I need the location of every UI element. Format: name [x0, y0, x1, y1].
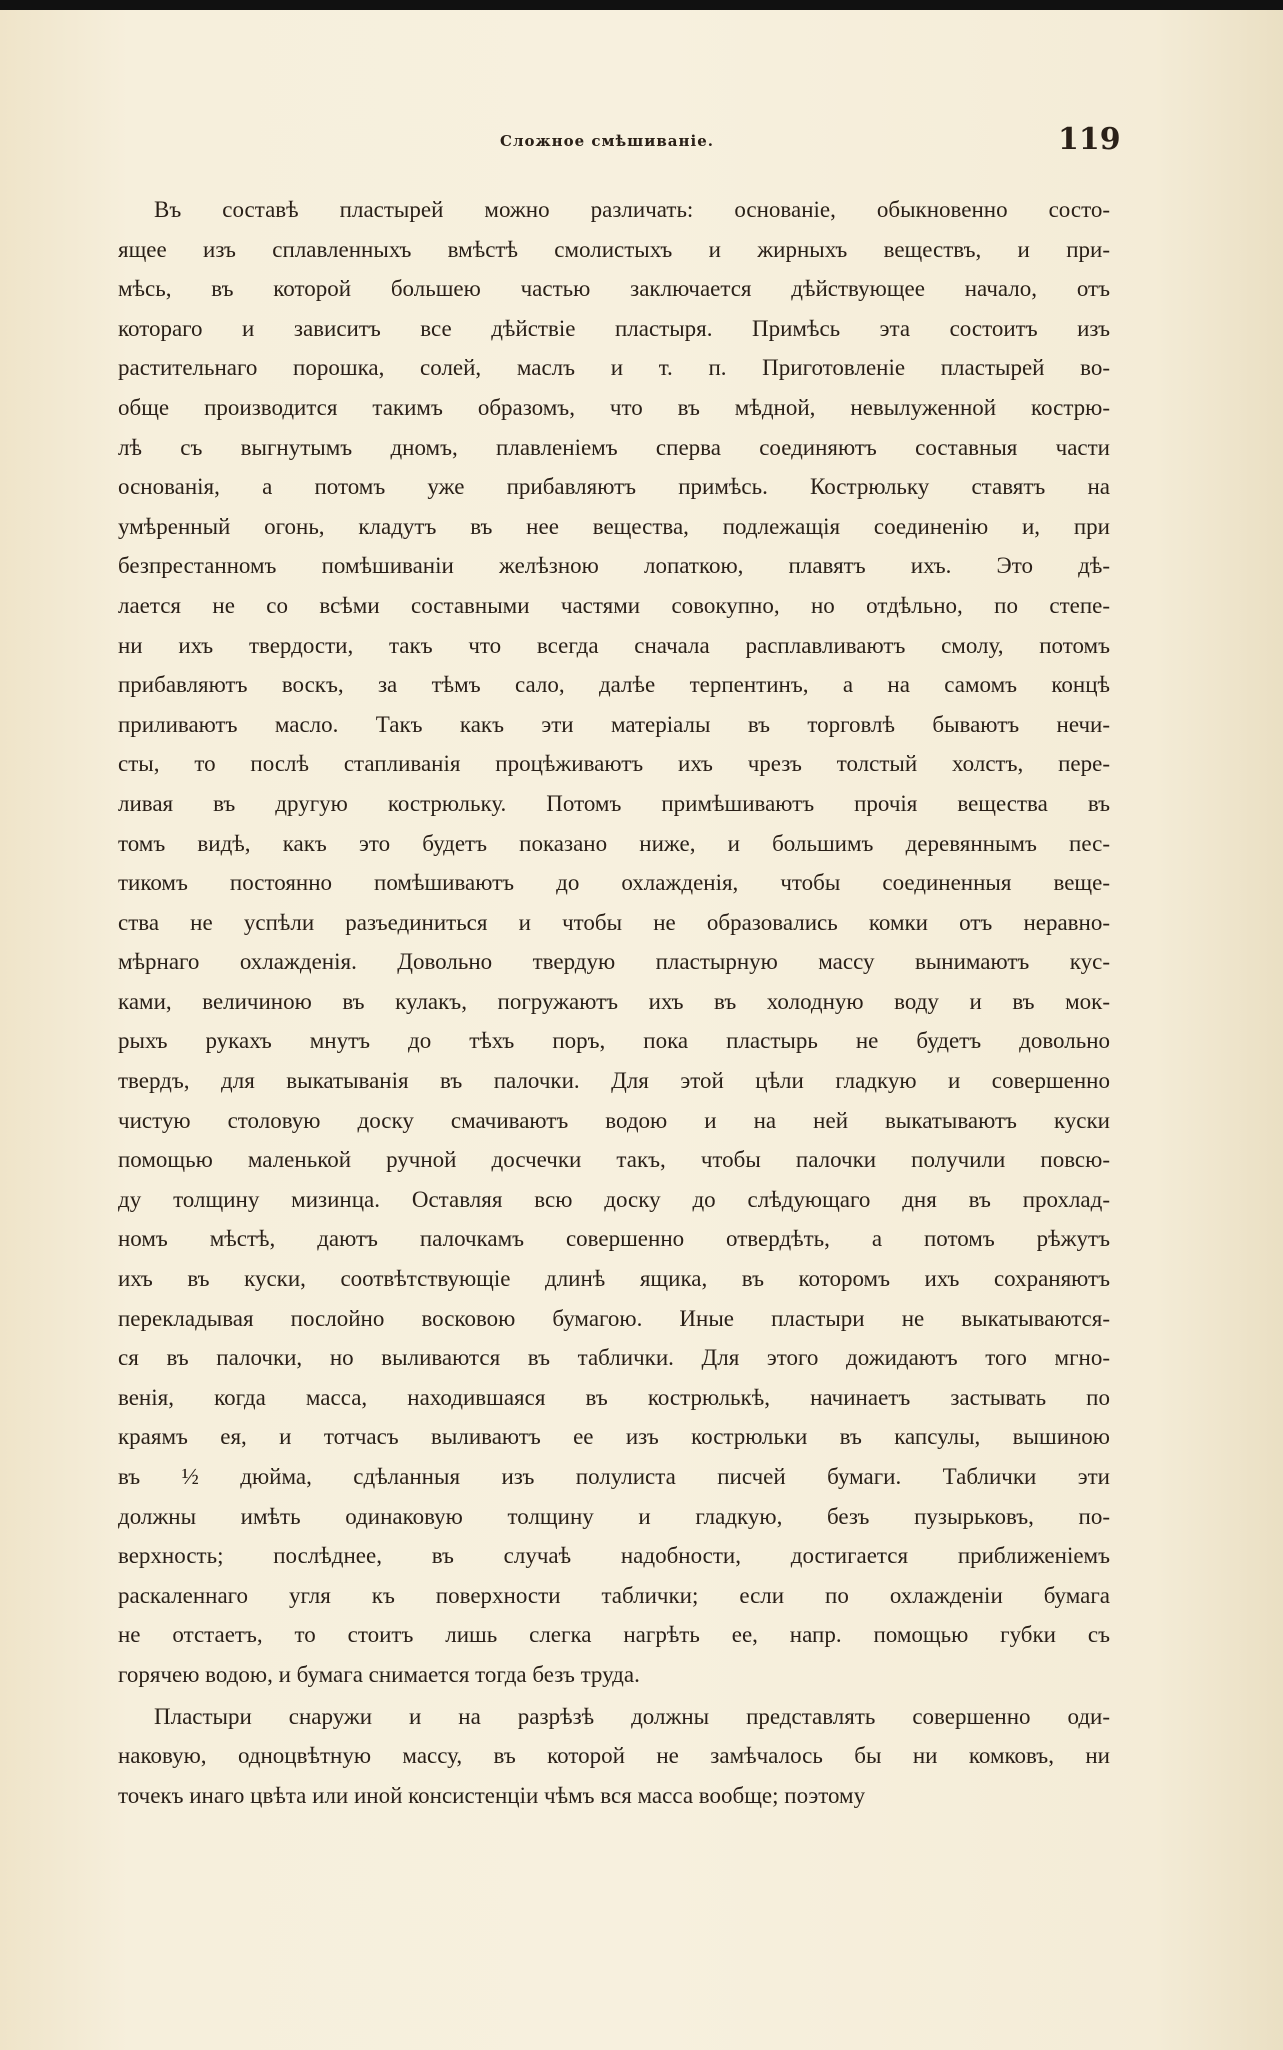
text-line: сты, то послѣ стапливанія процѣживаютъ ихъ чрезъ толстый холстъ, пере- — [118, 751, 1110, 777]
paragraph — [118, 1697, 1110, 1816]
text-line: Въ составѣ пластырей можно различать: основаніе, обыкновенно состо- — [154, 197, 1110, 222]
text-line: прибавляютъ воскъ, за тѣмъ сало, далѣе терпентинъ, а на самомъ концѣ — [118, 672, 1110, 698]
body-text — [118, 190, 1110, 1815]
text-line: лается не со всѣми составными частями совокупно, но отдѣльно, по степе- — [118, 592, 1110, 618]
text-line: венія, когда масса, находившаяся въ кострюлькѣ, начинаетъ застывать по — [118, 1384, 1110, 1410]
text-line: верхность; послѣднее, въ случаѣ надобности, достигается приближеніемъ — [118, 1543, 1110, 1569]
text-line: лѣ съ выгнутымъ дномъ, плавленіемъ сперва соединяютъ составныя части — [118, 434, 1110, 460]
paragraph — [118, 190, 1110, 1695]
text-line: тикомъ постоянно помѣшиваютъ до охлажденія, чтобы соединенныя веще- — [118, 870, 1110, 896]
text-line: ливая въ другую кострюльку. Потомъ примѣшиваютъ прочія вещества въ — [118, 790, 1110, 816]
text-line: номъ мѣстѣ, даютъ палочкамъ совершенно отвердѣть, а потомъ рѣжутъ — [118, 1226, 1110, 1252]
text-line: Пластыри снаружи и на разрѣзѣ должны представлять совершенно оди- — [154, 1703, 1110, 1729]
text-line: должны имѣть одинаковую толщину и гладкую, безъ пузырьковъ, по- — [118, 1503, 1110, 1529]
text-line: горячею водою, и бумага снимается тогда безъ труда. — [118, 1661, 640, 1687]
text-line: безпрестанномъ помѣшиваніи желѣзною лопаткою, плавятъ ихъ. Это дѣ- — [118, 553, 1110, 579]
text-line: въ ½ дюйма, сдѣланныя изъ полулиста писчей бумаги. Таблички эти — [118, 1464, 1110, 1489]
text-line: твердъ, для выкатыванія въ палочки. Для этой цѣли гладкую и совершенно — [118, 1068, 1110, 1094]
text-line: ящее изъ сплавленныхъ вмѣстѣ смолистыхъ и жирныхъ веществъ, и при- — [118, 236, 1110, 262]
text-line: котораго и зависитъ все дѣйствіе пластыря. Примѣсь эта состоитъ изъ — [118, 315, 1110, 341]
text-line: растительнаго порошка, солей, маслъ и т. п. Приготовленіе пластырей во- — [118, 355, 1110, 381]
book-page — [0, 10, 1283, 2050]
running-head: Сложное смѣшиваніе. — [500, 132, 714, 150]
text-line: чистую столовую доску смачиваютъ водою и на ней выкатываютъ куски — [118, 1107, 1110, 1133]
text-line: ся въ палочки, но выливаются въ таблички. Для этого дожидаютъ того мгно- — [118, 1345, 1110, 1371]
text-line: не отстаетъ, то стоитъ лишь слегка нагрѣть ее, напр. помощью губки съ — [118, 1622, 1110, 1648]
text-line: ду толщину мизинца. Оставляя всю доску до слѣдующаго дня въ прохлад- — [118, 1186, 1110, 1212]
text-line: ихъ въ куски, соотвѣтствующіе длинѣ ящика, въ которомъ ихъ сохраняютъ — [118, 1266, 1110, 1292]
text-line: ни ихъ твердости, такъ что всегда сначала расплавливаютъ смолу, потомъ — [118, 632, 1110, 658]
text-line: ками, величиною въ кулакъ, погружаютъ ихъ въ холодную воду и въ мок- — [118, 988, 1110, 1014]
text-line: перекладывая послойно восковою бумагою. Иные пластыри не выкатываются- — [118, 1305, 1110, 1331]
text-line: основанія, а потомъ уже прибавляютъ примѣсь. Кострюльку ставятъ на — [118, 474, 1110, 500]
text-line: раскаленнаго угля къ поверхности таблички; если по охлажденіи бумага — [118, 1582, 1110, 1608]
text-line: обще производится такимъ образомъ, что въ мѣдной, невылуженной кострю- — [118, 394, 1110, 420]
text-line: мѣрнаго охлажденія. Довольно твердую пластырную массу вынимаютъ кус- — [118, 949, 1110, 975]
scan-top-border — [0, 0, 1283, 10]
text-line: наковую, одноцвѣтную массу, въ которой не замѣчалось бы ни комковъ, ни — [118, 1743, 1110, 1769]
text-line: умѣренный огонь, кладутъ въ нее вещества, подлежащія соединенію и, при — [118, 513, 1110, 539]
text-line: помощью маленькой ручной досчечки такъ, чтобы палочки получили повсю- — [118, 1147, 1110, 1173]
text-line: краямъ ея, и тотчасъ выливаютъ ее изъ кострюльки въ капсулы, вышиною — [118, 1424, 1110, 1450]
text-line: рыхъ рукахъ мнутъ до тѣхъ поръ, пока пластырь не будетъ довольно — [118, 1028, 1110, 1054]
text-line: приливаютъ масло. Такъ какъ эти матеріалы въ торговлѣ бываютъ нечи- — [118, 711, 1110, 737]
text-line: мѣсь, въ которой большею частью заключается дѣйствующее начало, отъ — [118, 276, 1110, 302]
page-number: 119 — [1058, 122, 1121, 157]
text-line: ства не успѣли разъединиться и чтобы не образовались комки отъ неравно- — [118, 909, 1110, 935]
text-line: томъ видѣ, какъ это будетъ показано ниже, и большимъ деревяннымъ пес- — [118, 830, 1110, 856]
text-line: точекъ инаго цвѣта или иной консистенціи чѣмъ вся масса вообще; поэтому — [118, 1782, 866, 1808]
